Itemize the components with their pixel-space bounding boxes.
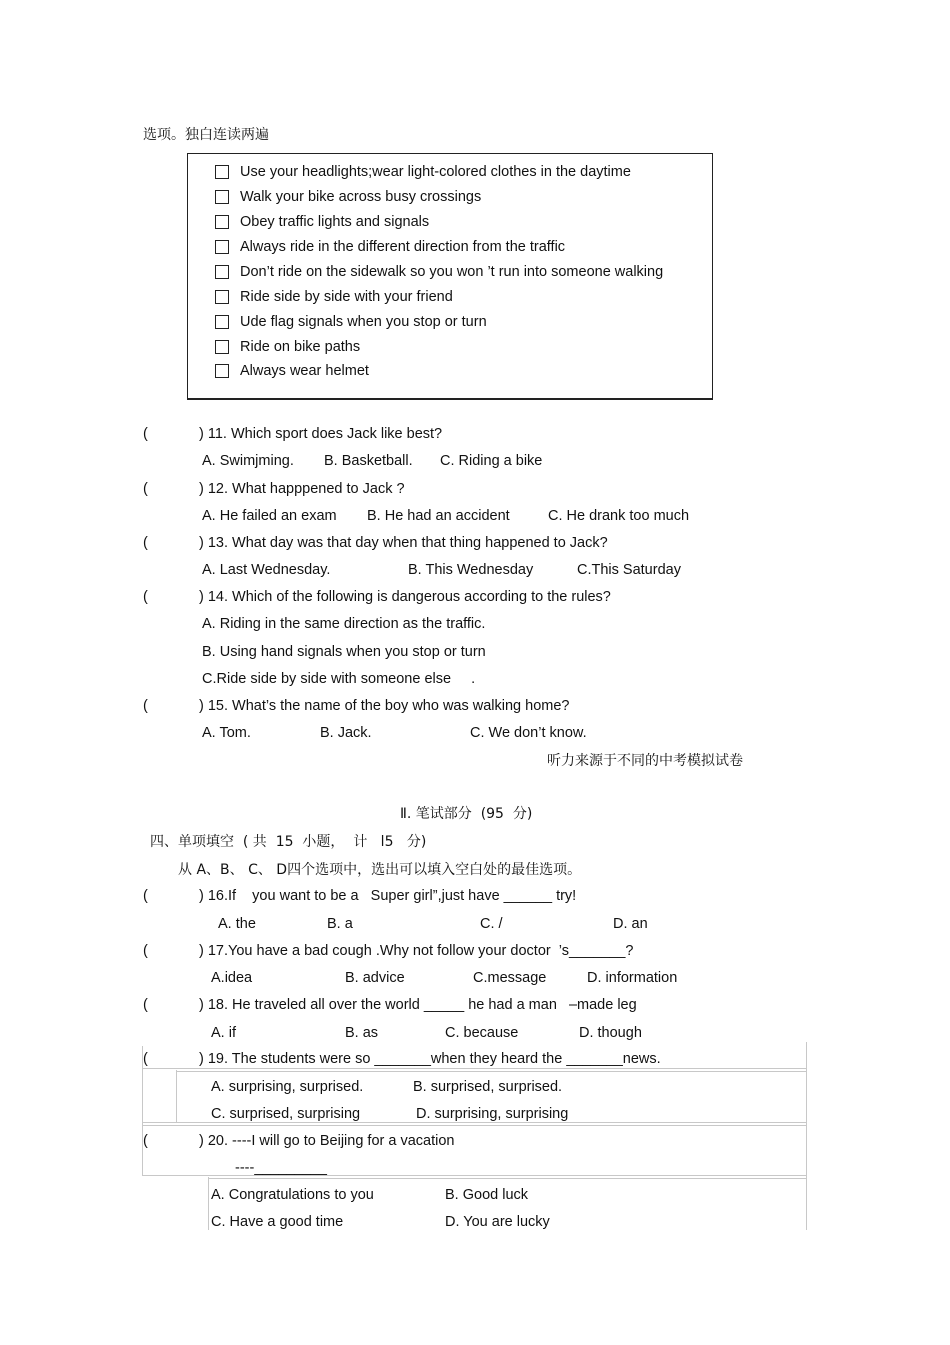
checkbox-icon — [215, 265, 229, 279]
option-a: A. Tom. — [202, 725, 251, 741]
table-rule — [208, 1178, 806, 1179]
option-d: D. an — [613, 916, 648, 932]
option-a: A. He failed an exam — [202, 508, 337, 524]
option-b: B. He had an accident — [367, 508, 510, 524]
question-18: ( ) 18. He traveled all over the world _____ he had a man –made leg — [143, 997, 637, 1013]
rule-item: Don’t ride on the sidewalk so you won ’t run into someone walking — [215, 263, 663, 281]
option-c: C. He drank too much — [548, 508, 690, 524]
question-13: ( ) 13. What day was that day when that thing happened to Jack? — [143, 535, 608, 551]
table-rule — [176, 1071, 806, 1072]
option-a: A.idea — [211, 970, 253, 986]
option-a: A. Swimjming. — [202, 453, 294, 469]
option-c: C.Ride side by side with someone else . — [202, 671, 476, 687]
option-b: B. Good luck — [445, 1187, 529, 1203]
rule-item: Use your headlights;wear light-colored clothes in the daytime — [215, 163, 631, 181]
option-b: B. surprised, surprised. — [413, 1079, 563, 1095]
question-14: ( ) 14. Which of the following is dangerous according to the rules? — [143, 589, 611, 605]
option-d: D. surprising, surprising — [416, 1106, 569, 1122]
option-c: C. We don’t know. — [470, 725, 587, 741]
option-a: A. Riding in the same direction as the traffic. — [202, 616, 486, 632]
option-b: B. This Wednesday — [408, 562, 534, 578]
rule-item: Ride on bike paths — [215, 338, 360, 356]
option-b: B. advice — [345, 970, 405, 986]
question-20: ( ) 20. ----I will go to Beijing for a vacation — [143, 1133, 455, 1149]
checkbox-icon — [215, 165, 229, 179]
option-b: B. as — [345, 1025, 379, 1041]
option-d: D. information — [587, 970, 678, 986]
question-15: ( ) 15. What’s the name of the boy who was walking home? — [143, 698, 570, 714]
option-d: D. You are lucky — [445, 1214, 550, 1230]
section-intro: 选项。独白连读两遍 — [143, 127, 269, 143]
table-rule — [142, 1122, 806, 1123]
table-rule — [142, 1068, 806, 1069]
option-c: C.This Saturday — [577, 562, 681, 578]
option-c: C. Have a good time — [211, 1214, 344, 1230]
checkbox-icon — [215, 190, 229, 204]
part-title: Ⅱ. 笔试部分 (95 分) — [400, 806, 533, 822]
table-rule — [208, 1177, 209, 1230]
rule-item: Obey traffic lights and signals — [215, 213, 429, 231]
option-c: C. / — [480, 916, 503, 932]
rule-item: Ude flag signals when you stop or turn — [215, 313, 487, 331]
section-instructions: 从 A、B、 C、 D四个选项中，选出可以填入空白处的最佳选项。 — [178, 862, 582, 878]
rule-item: Always ride in the different direction from the traffic — [215, 238, 565, 256]
option-d: D. though — [579, 1025, 642, 1041]
checkbox-icon — [215, 215, 229, 229]
table-rule — [142, 1125, 806, 1126]
option-c: C. because — [445, 1025, 519, 1041]
option-b: B. Using hand signals when you stop or turn — [202, 644, 486, 660]
section-title: 四、单项填空 ( 共 15 小题， 计 l5 分) — [150, 834, 427, 850]
option-b: B. Jack. — [320, 725, 372, 741]
checkbox-icon — [215, 364, 229, 378]
table-rule — [806, 1042, 807, 1230]
rule-item: Walk your bike across busy crossings — [215, 188, 481, 206]
question-17: ( ) 17.You have a bad cough .Why not follow your doctor ’s_______? — [143, 943, 634, 959]
answer-blank: ----_________ — [235, 1160, 327, 1176]
option-c: C. surprised, surprising — [211, 1106, 361, 1122]
option-a: A. if — [211, 1025, 236, 1041]
question-12: ( ) 12. What happpened to Jack ? — [143, 481, 405, 497]
rules-box — [187, 153, 713, 400]
option-a: A. surprising, surprised. — [211, 1079, 364, 1095]
question-19: ( ) 19. The students were so _______when they heard the _______news. — [143, 1051, 661, 1067]
rule-item: Ride side by side with your friend — [215, 288, 453, 306]
checkbox-icon — [215, 340, 229, 354]
question-11: ( ) 11. Which sport does Jack like best? — [143, 426, 443, 442]
checkbox-icon — [215, 315, 229, 329]
checkbox-icon — [215, 290, 229, 304]
option-a: A. the — [218, 916, 256, 932]
source-note: 听力来源于不同的中考模拟试卷 — [547, 753, 743, 769]
rule-item: Always wear helmet — [215, 362, 369, 380]
table-rule — [176, 1070, 177, 1122]
checkbox-icon — [215, 240, 229, 254]
option-c: C. Riding a bike — [440, 453, 543, 469]
option-a: A. Congratulations to you — [211, 1187, 374, 1203]
option-b: B. a — [327, 916, 353, 932]
question-16: ( ) 16.If you want to be a Super girl”,just have ______ try! — [143, 888, 577, 904]
option-a: A. Last Wednesday. — [202, 562, 331, 578]
option-c: C.message — [473, 970, 547, 986]
option-b: B. Basketball. — [324, 453, 413, 469]
